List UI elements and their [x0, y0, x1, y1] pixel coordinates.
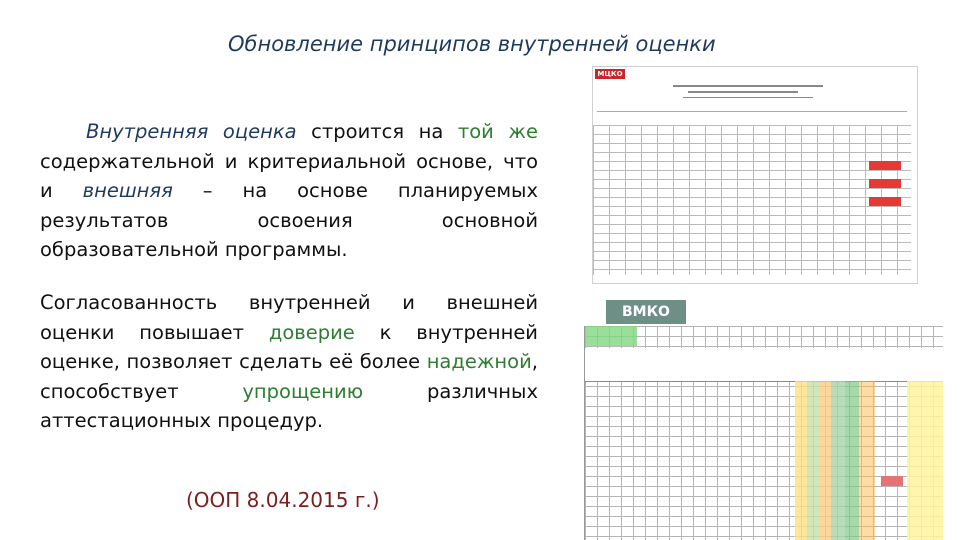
vmko-spreadsheet-image [584, 326, 943, 540]
spreadsheet-column [795, 381, 807, 540]
spreadsheet-header-cell [585, 326, 637, 346]
spreadsheet-column [845, 381, 859, 540]
term-external: внешняя [82, 179, 173, 202]
spreadsheet-column [807, 381, 819, 540]
term-reliable: надежной [426, 350, 532, 373]
report-header-line [597, 111, 907, 112]
term-same: той же [457, 120, 538, 143]
term-simplification: упрощению [242, 379, 364, 403]
spreadsheet-column [907, 381, 943, 540]
highlight-cell [869, 161, 901, 170]
term-internal-assessment: Внутренняя оценка [86, 120, 297, 143]
slide-title: Обновление принципов внутренней оценки [228, 32, 716, 56]
paragraph2-text-c: , способствует [40, 350, 538, 403]
mcko-logo: МЦКО [595, 69, 625, 79]
spreadsheet-column [831, 381, 845, 540]
paragraph-consistency [40, 288, 538, 436]
term-trust: доверие [268, 320, 355, 344]
report-header-line [673, 85, 823, 87]
spreadsheet-column [819, 381, 831, 540]
source-citation: (ООП 8.04.2015 г.) [186, 488, 380, 512]
paragraph-internal-assessment [40, 117, 538, 265]
spreadsheet-column [859, 381, 875, 540]
highlight-cell [869, 197, 901, 206]
mcko-report-image [592, 66, 918, 284]
spreadsheet-header-row [585, 348, 943, 382]
vmko-label: ВМКО [606, 300, 686, 324]
paragraph1-text-a: строится на [296, 120, 458, 143]
paragraph1-text-b: содержательной и критериальной основе, что и [40, 149, 538, 202]
report-header-line [683, 97, 813, 98]
paragraph1-text-c: – на основе планируемых результатов освоения основной образовательной программы. [40, 179, 538, 261]
highlight-cell [869, 179, 901, 188]
highlight-cell [881, 476, 903, 486]
paragraph2-text-d: различных аттестационных процедур. [40, 379, 538, 432]
paragraph2-text-b: к внутренней оценке, позволяет сделать её более [40, 320, 538, 373]
report-header-line [688, 91, 798, 93]
report-table [593, 125, 911, 275]
paragraph2-text-a: Согласованность внутренней и внешней оценки повышает [40, 291, 538, 344]
